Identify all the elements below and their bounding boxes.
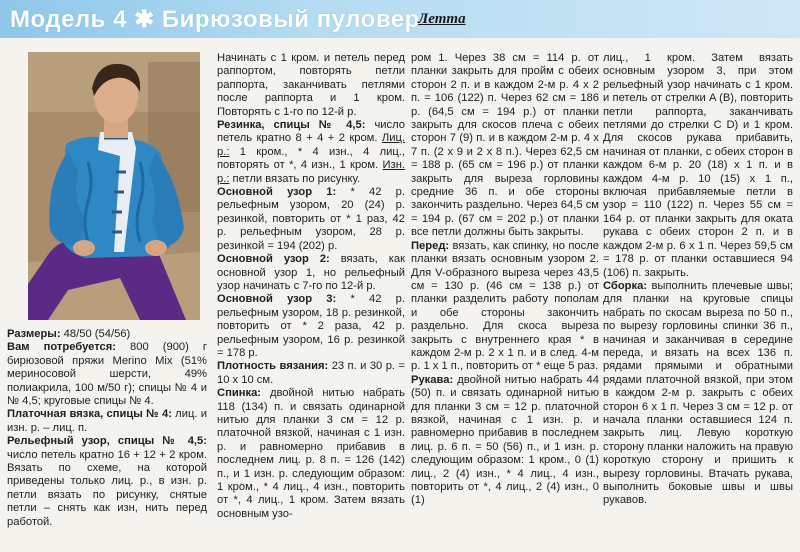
relief-pattern-text: число петель кратно 16 + 12 + 2 кром. Вязать по схеме, на которой приведены только лиц. р., в изн. р. петли вязать по рисунку, снятые петли – снять как изн, нить перед работой. bbox=[7, 448, 207, 528]
garter-stitch-paragraph bbox=[7, 408, 207, 435]
main-pattern-3-paragraph bbox=[217, 293, 405, 360]
gauge-heading: Плотность вязания: bbox=[217, 360, 329, 373]
sleeves-continued-paragraph bbox=[603, 52, 793, 280]
column-1 bbox=[7, 328, 207, 529]
back-paragraph bbox=[217, 387, 405, 521]
main-pattern-3-text: * 42 р. рельефным узором, 18 р. резинкой, повторить от * 2 раза, 42 р. рельефным узором, 16 р. резинкой = 178 р. bbox=[217, 293, 405, 359]
model-photo bbox=[28, 52, 200, 320]
main-pattern-1-heading: Основной узор 1: bbox=[217, 186, 337, 199]
assembly-text: выполнить плечевые швы; для планки на круговые спицы набрать по скосам выреза по 50 п., по вырезу горловины спинки 36 п., начиная и заканчивая в середине переда, и вязать на всех 136 п. рядами прямыми и обратными рядами платочной вязкой, при этом в каждом 2-м р. закрыть с обеих сторон 6 x 1 п. Через 3 см = 12 р. от начала планки оставшиеся 124 п. закрыть лиц. Левую короткую сторону планки наложить на правую короткую сторону и пришить к вырезу горловины. Втачать рукава, выполнить боковые швы и швы рукавов. bbox=[603, 279, 794, 507]
assembly-heading: Сборка: bbox=[603, 279, 648, 292]
front-text: вязать, как спинку, но после планки вязать основным узором 2. Для V-образного выреза через 43,5 см = 130 р. (46 см = 138 р.) от планки разделить работу пополам и обе стороны закончить раздельно. Для скоса выреза закрыть с внутреннего края * в каждом 2-м р. 2 x 1 п. и в след. 4-м р. 1 x 1 п., повторить от * еще 5 раз. bbox=[411, 239, 599, 373]
gauge-text: 23 п. и 30 р. = 10 x 10 см. bbox=[217, 360, 405, 386]
yarn-brand: Летта bbox=[418, 11, 466, 27]
ribbing-paragraph bbox=[217, 119, 405, 186]
front-heading: Перед: bbox=[411, 239, 450, 252]
main-pattern-1-paragraph bbox=[217, 186, 405, 253]
column-2 bbox=[217, 52, 405, 521]
main-pattern-2-text: вязать, как основной узор 1, но рельефный узор начинать с 7-го по 12-й р. bbox=[217, 253, 405, 292]
main-pattern-1-text: * 42 р. рельефным узором, 20 (24) р. резинкой, повторить от * 1 раз, 42 р. рельефным узором, 28 р. резинкой = 194 (202) р. bbox=[217, 186, 405, 252]
ribbing-text-2: 1 кром., * 4 изн., 4 лиц., повторять от *, 4 изн., 1 кром. bbox=[217, 145, 405, 172]
materials-text: 800 (900) г бирюзовой пряжи Merino Mix (51% мериносовой шерсти, 49% полиакрила, 100 м/50 г); спицы № 4 и № 4,5; круговые спицы № 4. bbox=[7, 341, 207, 408]
materials-heading: Вам потребуется: bbox=[7, 341, 117, 354]
front-paragraph bbox=[411, 240, 599, 374]
sleeves-heading: Рукава: bbox=[411, 373, 454, 386]
model-illustration bbox=[28, 52, 200, 320]
materials-paragraph bbox=[7, 341, 207, 408]
main-pattern-2-paragraph bbox=[217, 253, 405, 293]
garter-stitch-heading: Платочная вязка, спицы № 4: bbox=[7, 408, 172, 421]
back-continued-paragraph bbox=[411, 52, 599, 240]
relief-pattern-paragraph bbox=[7, 435, 207, 529]
main-pattern-3-heading: Основной узор 3: bbox=[217, 293, 337, 306]
sizes-paragraph bbox=[7, 328, 207, 341]
ribbing-knit-row-label: Лиц. р.: bbox=[217, 132, 405, 158]
back-heading: Спинка: bbox=[217, 387, 262, 400]
repeat-paragraph bbox=[217, 52, 405, 119]
sleeves-text: двойной нитью набрать 44 (50) п. и связать одинарной нитью для планки 3 см = 12 р. платочной вязкой, начиная с 1 изн. р. и равномерно прибавив в последнем лиц. р. 6 п. = 50 (56) п., и 1 изн. р. следующим образом: 1 кром., 0 (1) лиц., 2 (4) изн., * 4 лиц., 4 изн., повторить от *, 4 лиц., 2 (4) изн., 0 (1) bbox=[411, 373, 599, 507]
back-text: двойной нитью набрать 118 (134) п. и связать одинарной нитью для планки 3 см = 12 р. платочной вязкой, начиная с 1 изн. р. и равномерно прибавив в последнем лиц. р. 8 п. = 126 (142) п., и 1 изн. р. следующим образом: 1 кром., * 4 лиц., 4 изн., повторить от *, 4 лиц., 1 кром. Затем вязать основным узо- bbox=[217, 387, 405, 520]
column-3 bbox=[411, 52, 599, 508]
repeat-text: Начинать с 1 кром. и петель перед раппортом, повторять петли раппорта, заканчивать петлями после раппорта и 1 кром. Повторять с 1-го по 12-й р. bbox=[217, 52, 405, 118]
ribbing-text-3: петли вязать по рисунку. bbox=[229, 172, 361, 185]
model-title: Модель 4 ✱ Бирюзовый пуловер bbox=[10, 6, 420, 33]
main-pattern-2-heading: Основной узор 2: bbox=[217, 253, 330, 266]
header-banner bbox=[0, 0, 800, 38]
sleeves-paragraph bbox=[411, 374, 599, 508]
sleeves-continued-text: лиц., 1 кром. Затем вязать основным узором 3, при этом рельефный узор начинать с 1 кром. и петель от стрелки A (B), повторить петли раппорта, заканчивать петлями до стрелки C D) и 1 кром. Для скосов рукава прибавить, начиная от планки, с обеих сторон в каждом 6-м р. 20 (18) x 1 п. и в каждом 4-м р. 10 (15) x 1 п., включая прибавляемые петли в узор = 110 (122) п. Через 55 см = 164 р. от планки закрыть для оката рукава с обеих сторон 2 п. и в каждом 2-м р. 6 x 1 п. Через 59,5 см = 178 р. от планки оставшиеся 94 (106) п. закрыть. bbox=[603, 52, 793, 279]
gauge-paragraph bbox=[217, 360, 405, 387]
sizes-heading: Размеры: bbox=[7, 328, 61, 340]
relief-pattern-heading: Рельефный узор, спицы № 4,5: bbox=[7, 435, 207, 448]
back-continued-text: ром 1. Через 38 см = 114 р. от планки закрыть для пройм с обеих сторон 2 п. и в каждом 2-м р. 4 x 2 п. = 106 (122) п. Через 62 см = 186 р. (64,5 см = 194 р.) от планки закрыть для скосов плеча с обеих сторон 7 (9) п. и в каждом 2-м р. 4 x 7 п. (2 x 9 и 2 x 8 п.). Через 62,5 см = 188 р. (65 см = 196 р.) от планки закрыть для выреза горловины средние 36 п. и обе стороны закончить раздельно. Через 64,5 см = 194 р. (67 см = 202 р.) от планки все петли должны быть закрыты. bbox=[411, 52, 599, 239]
ribbing-purl-row-label: Изн. р.: bbox=[217, 159, 405, 185]
column-4 bbox=[603, 52, 793, 508]
garter-stitch-text: лиц. и изн. р. – лиц. п. bbox=[7, 408, 207, 434]
sizes-text: 48/50 (54/56) bbox=[60, 328, 131, 340]
ribbing-heading: Резинка, спицы № 4,5: bbox=[217, 119, 366, 132]
assembly-paragraph bbox=[603, 280, 793, 508]
ribbing-text-1: число петель кратно 8 + 4 + 2 кром. bbox=[217, 119, 405, 145]
